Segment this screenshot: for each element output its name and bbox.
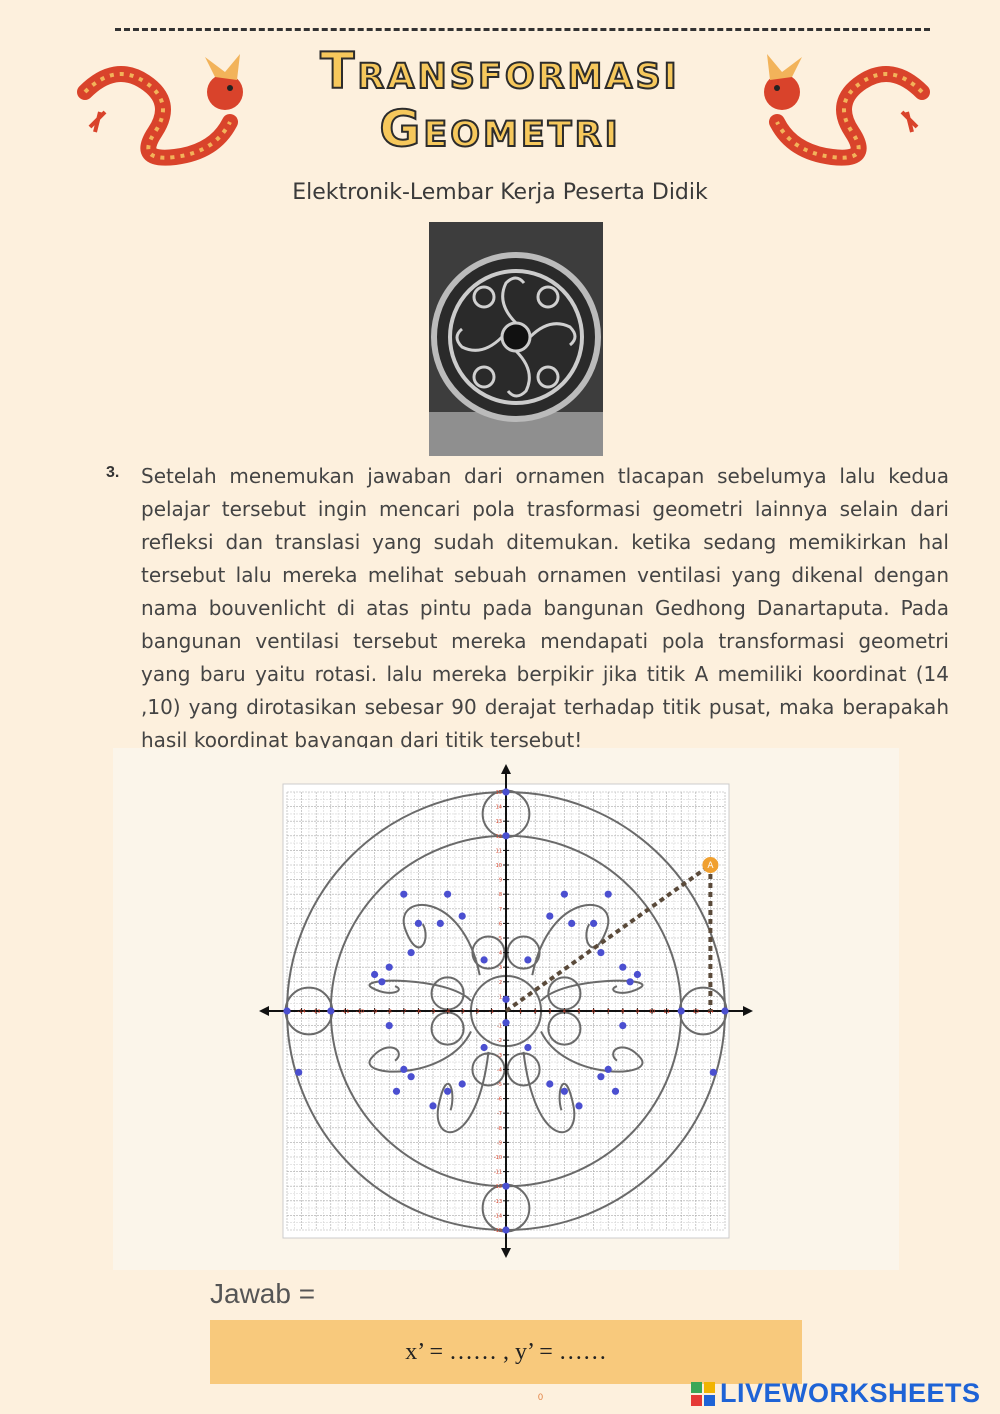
title-line-2: Geometri <box>379 100 621 158</box>
ornament-point <box>524 956 531 963</box>
question-text: Setelah menemukan jawaban dari ornamen tlacapan sebelumya lalu kedua pelajar tersebut ingin mencari pola trasformasi geometri lainnya selain dari refleksi dan translasi yang sudah ditemukan. ketika sedang memikirkan hal tersebut lalu mereka melihat sebuah ornamen ventilasi yang dikenal dengan nama bouvenlicht di atas pintu pada bangunan Gedhong Danartaputa. Pada bangunan ventilasi tersebut mereka mendapati pola transformasi geometri yang baru yaitu rotasi. lalu mereka berpikir jika titik A memiliki koordinat (14 ,10) yang dirotasikan sebesar 90 derajat terhadap titik pusat, maka berapakah hasil koordinat bayangan dari titik tersebut! <box>141 464 949 752</box>
top-dashed-line <box>115 28 930 31</box>
y-tick-label: 8 <box>498 892 502 899</box>
y-tick-label: 14 <box>495 804 502 811</box>
ornament-point <box>444 891 451 898</box>
x-tick-label: 10 <box>648 1009 656 1015</box>
ornament-point <box>444 1088 451 1095</box>
ornament-point <box>678 1007 685 1014</box>
y-tick-label: 10 <box>495 863 502 869</box>
y-tick-label: 13 <box>495 819 502 826</box>
y-tick-label: -10 <box>493 1155 502 1161</box>
x-tick-label: 9 <box>635 1009 639 1015</box>
x-tick-label: -14 <box>297 1009 306 1015</box>
ornament-point <box>546 913 553 920</box>
ornament-photo <box>429 222 603 456</box>
ornament-point <box>597 949 604 956</box>
x-tick-label: -4 <box>445 1009 451 1015</box>
y-tick-label: -1 <box>497 1023 502 1030</box>
liveworksheets-logo[interactable] <box>690 1378 981 1409</box>
y-tick-label: 7 <box>498 906 502 913</box>
x-tick-label: -13 <box>312 1009 321 1015</box>
ornament-point <box>429 1102 436 1109</box>
y-tick-label: 11 <box>495 848 502 855</box>
coordinate-graph <box>113 748 899 1270</box>
x-tick-label: -6 <box>415 1009 421 1015</box>
y-tick-label: 12 <box>495 833 502 840</box>
ornament-point <box>619 964 626 971</box>
x-tick-label: -1 <box>488 1009 494 1015</box>
ornament-point <box>378 978 385 985</box>
x-tick-label: 11 <box>663 1009 670 1015</box>
ornament-point <box>710 1069 717 1076</box>
subtitle: Elektronik-Lembar Kerja Peserta Didik <box>292 180 708 205</box>
ornament-point <box>386 1022 393 1029</box>
y-tick-label: -9 <box>497 1140 502 1147</box>
y-tick-label: -14 <box>493 1213 502 1220</box>
y-tick-label: 1 <box>498 994 502 1001</box>
y-axis-arrow <box>501 764 511 774</box>
ornament-point <box>481 1044 488 1051</box>
x-tick-label: -2 <box>474 1009 480 1015</box>
x-tick-label: 8 <box>621 1009 625 1015</box>
ornament-point <box>619 1022 626 1029</box>
question-number: 3. <box>106 464 120 481</box>
ornament-point <box>546 1080 553 1087</box>
ornament-point <box>437 920 444 927</box>
ornament-point <box>627 978 634 985</box>
ornament-point <box>561 1088 568 1095</box>
y-axis-arrow <box>501 1248 511 1258</box>
ornament-point <box>408 1073 415 1080</box>
ornament-point <box>597 1073 604 1080</box>
ornament-point <box>590 920 597 927</box>
ornament-point <box>386 964 393 971</box>
liveworksheets-icon <box>690 1381 716 1407</box>
ornament-point <box>568 920 575 927</box>
x-tick-label: -8 <box>386 1009 392 1015</box>
point-a-label: A <box>707 861 714 871</box>
x-tick-label: -11 <box>341 1009 350 1015</box>
y-tick-label: -2 <box>497 1038 502 1045</box>
x-tick-label: -3 <box>459 1009 465 1015</box>
ornament-point <box>605 1066 612 1073</box>
ornament-point <box>459 1080 466 1087</box>
page-marker: 0 <box>538 1392 544 1402</box>
ornament-point <box>561 891 568 898</box>
ornament-point <box>283 1007 290 1014</box>
ornament-point <box>634 971 641 978</box>
y-tick-label: 3 <box>498 965 502 972</box>
y-tick-label: -12 <box>493 1184 502 1191</box>
ornament-point <box>502 1183 509 1190</box>
x-tick-label: -5 <box>430 1009 436 1015</box>
y-tick-label: 6 <box>498 921 502 928</box>
liveworksheets-text: LIVEWORKSHEETS <box>720 1378 981 1408</box>
y-tick-label: -13 <box>493 1198 502 1205</box>
x-tick-label: 5 <box>577 1009 581 1015</box>
x-axis-arrow <box>259 1006 269 1016</box>
y-tick-label: 5 <box>498 936 502 942</box>
ornament-point <box>502 832 509 839</box>
answer-template: x’ = …… , y’ = …… <box>405 1338 607 1365</box>
x-tick-label: -9 <box>372 1009 378 1015</box>
ornament-point <box>575 1102 582 1109</box>
ornament-point <box>502 1019 509 1026</box>
ornament-point <box>502 788 509 795</box>
y-tick-label: -8 <box>497 1125 502 1132</box>
y-tick-label: -15 <box>493 1228 502 1234</box>
ornament-point <box>415 920 422 927</box>
y-tick-label: 15 <box>495 790 502 796</box>
ornament-point <box>721 1007 728 1014</box>
answer-box[interactable] <box>210 1320 802 1384</box>
ornament-point <box>459 913 466 920</box>
y-tick-label: -5 <box>497 1082 502 1088</box>
y-tick-label: -3 <box>497 1052 502 1059</box>
x-tick-label: 1 <box>519 1009 523 1015</box>
y-tick-label: -4 <box>497 1067 502 1074</box>
y-tick-label: -7 <box>497 1111 502 1118</box>
x-tick-label: 13 <box>692 1009 699 1015</box>
y-tick-label: -11 <box>493 1169 502 1176</box>
x-axis-arrow <box>743 1006 753 1016</box>
x-tick-label: 7 <box>606 1009 610 1015</box>
y-tick-label: 2 <box>498 979 502 986</box>
x-tick-label: 2 <box>533 1009 537 1015</box>
ornament-point <box>524 1044 531 1051</box>
ornament-point <box>502 1226 509 1233</box>
ornament-point <box>295 1069 302 1076</box>
ornament-point <box>605 891 612 898</box>
x-tick-label: -7 <box>401 1009 407 1015</box>
y-tick-label: 9 <box>498 877 502 884</box>
y-tick-label: -6 <box>497 1096 502 1103</box>
title-line-1: Transformasi <box>320 42 680 100</box>
x-tick-label: 6 <box>592 1009 596 1015</box>
x-tick-label: 14 <box>707 1009 714 1015</box>
ornament-point <box>612 1088 619 1095</box>
ornament-point <box>371 971 378 978</box>
ornament-point <box>408 949 415 956</box>
x-tick-label: 4 <box>562 1009 566 1015</box>
ornament-point <box>393 1088 400 1095</box>
ornament-point <box>502 996 509 1003</box>
answer-label: Jawab = <box>210 1278 316 1309</box>
x-tick-label: 3 <box>548 1009 552 1015</box>
ornament-point <box>481 956 488 963</box>
x-tick-label: -10 <box>355 1009 365 1015</box>
ornament-point <box>400 1066 407 1073</box>
ornament-point <box>327 1007 334 1014</box>
ornament-point <box>400 891 407 898</box>
y-tick-label: 4 <box>498 950 502 957</box>
